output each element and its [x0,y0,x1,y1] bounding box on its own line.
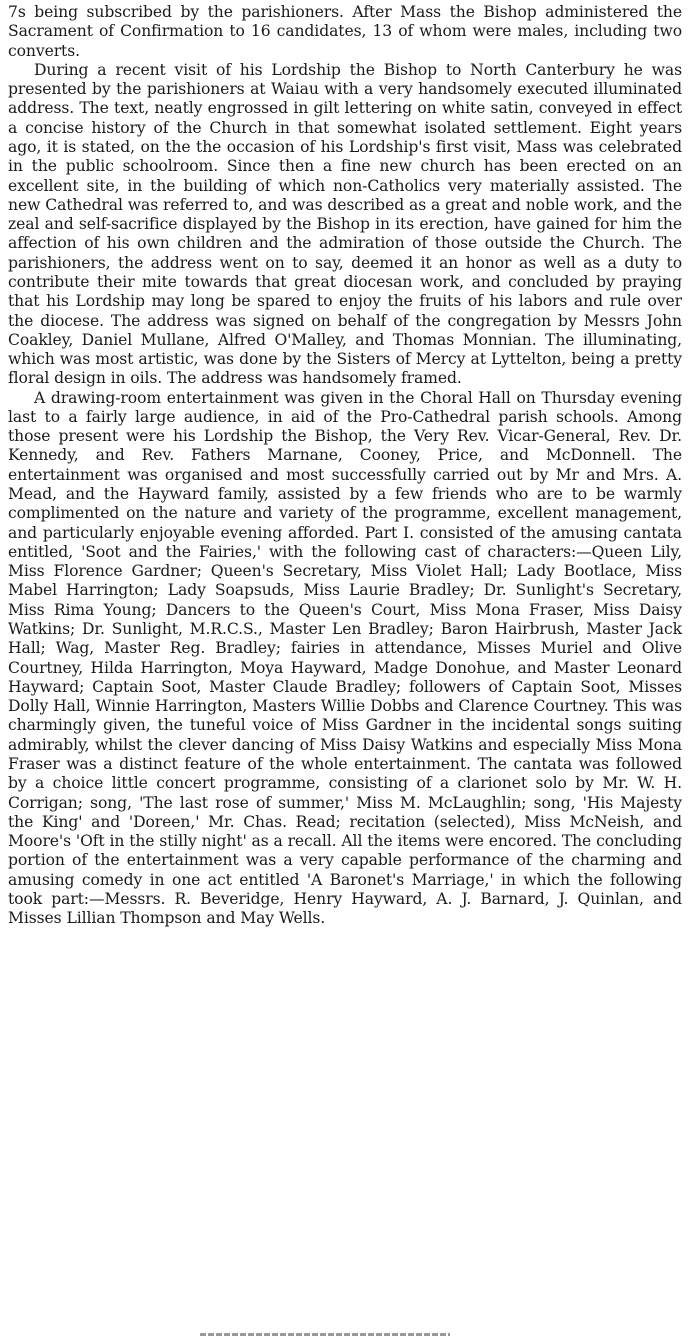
column-divider-rule [200,1333,450,1336]
newspaper-column [8,3,682,929]
paragraph-entertainment: A drawing-room entertainment was given in the Choral Hall on Thursday evening last to a fairly large audience, in aid of the Pro-Cathedral parish schools. Among those present were his Lordship the Bishop, the Very Rev. Vicar-General, Rev. Dr. Kennedy, and Rev. Fathers Marnane, Cooney, Price, and McDonnell. The entertainment was organised and most successfully carried out by Mr and Mrs. A. Mead, and the Hayward family, assisted by a few friends who are to be warmly complimented on the nature and variety of the programme, excellent management, and particularly enjoyable evening afforded. Part I. consisted of the amusing cantata entitled, 'Soot and the Fairies,' with the following cast of characters:—Queen Lily, Miss Florence Gardner; Queen's Secretary, Miss Violet Hall; Lady Bootlace, Miss Mabel Harrington; Lady Soapsuds, Miss Laurie Bradley; Dr. Sunlight's Secretary, Miss Rima Young; Dancers to the Queen's Court, Miss Mona Fraser, Miss Daisy Watkins; Dr. Sunlight, M.R.C.S., Master Len Bradley; Baron Hairbrush, Master Jack Hall; Wag, Master Reg. Bradley; fairies in attendance, Misses Muriel and Olive Courtney, Hilda Harrington, Moya Hayward, Madge Donohue, and Master Leonard Hayward; Captain Soot, Master Claude Bradley; followers of Captain Soot, Misses Dolly Hall, Winnie Harrington, Masters Willie Dobbs and Clarence Courtney. This was charmingly given, the tuneful voice of Miss Gardner in the incidental songs suiting admirably, whilst the clever dancing of Miss Daisy Watkins and especially Miss Mona Fraser was a distinct feature of the whole entertainment. The cantata was followed by a choice little concert programme, consisting of a clarionet solo by Mr. W. H. Corrigan; song, 'The last rose of summer,' Miss M. McLaughlin; song, 'His Majesty the King' and 'Doreen,' Mr. Chas. Read; recitation (selected), Miss McNeish, and Moore's 'Oft in the stilly night' as a recall. All the items were encored. The concluding portion of the entertainment was a very capable performance of the charming and amusing comedy in one act entitled 'A Baronet's Marriage,' in which the following took part:—Messrs. R. Beveridge, Henry Hayward, A. J. Barnard, J. Quinlan, and Misses Lillian Thompson and May Wells. [8,388,682,928]
paragraph-waiau-address: During a recent visit of his Lordship the Bishop to North Canterbury he was presented by the parishioners at Waiau with a very handsomely executed illuminated address. The text, neatly engrossed in gilt lettering on white satin, conveyed in effect a concise history of the Church in that somewhat isolated settlement. Eight years ago, it is stated, on the the occasion of his Lordship's first visit, Mass was celebrated in the public schoolroom. Since then a fine new church has been erected on an excellent site, in the building of which non-Catholics very materially assisted. The new Cathedral was referred to, and was described as a great and noble work, and the zeal and self-sacrifice displayed by the Bishop in its erection, have gained for him the affection of his own children and the admiration of those outside the Church. The parishioners, the address went on to say, deemed it an honor as well as a duty to contribute their mite towards that great diocesan work, and concluded by praying that his Lordship may long be spared to enjoy the fruits of his labors and rule over the diocese. The address was signed on behalf of the congregation by Messrs John Coakley, Daniel Mullane, Alfred O'Malley, and Thomas Monnian. The illuminating, which was most artistic, was done by the Sisters of Mercy at Lyttelton, being a pretty floral design in oils. The address was handsomely framed. [8,60,682,388]
paragraph-confirmation: 7s being subscribed by the parishioners. After Mass the Bishop administered the Sacrament of Confirmation to 16 candidates, 13 of whom were males, including two converts. [8,3,682,60]
